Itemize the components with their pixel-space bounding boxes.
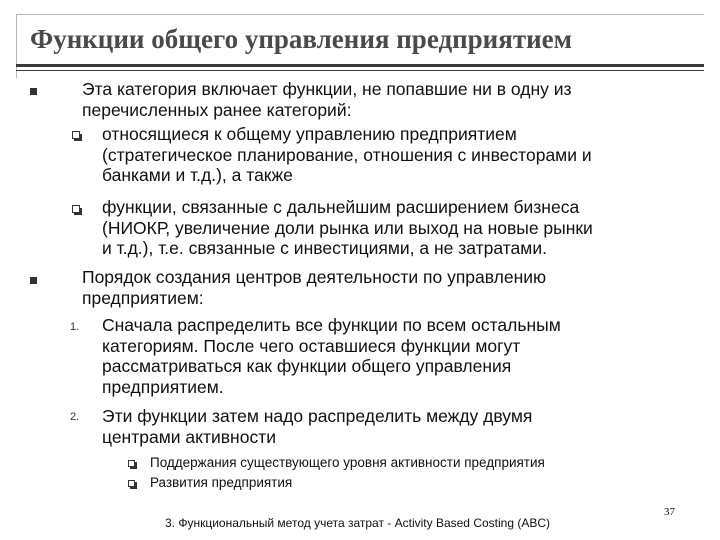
numbered-item-1-line-3: рассматриваться как функции общего управления [102, 356, 512, 376]
bullet-2-line-2: предприятием: [82, 287, 204, 308]
list-number: 1. [70, 321, 80, 333]
sub-sub-bullet-2: Развития предприятия [150, 475, 293, 490]
numbered-item-2-text [102, 406, 702, 447]
sub-bullet-1-text [102, 124, 702, 186]
hollow-square-bullet-icon [72, 131, 80, 139]
bullet-2-line-1: Порядок создания центров деятельности по управлению [82, 267, 547, 287]
sub-bullet-1-line-3: банками и т.д.), а также [102, 165, 293, 185]
sub-bullet-1-line-2: (стратегическое планирование, отношения с инвесторами и [102, 144, 592, 165]
sub-sub-bullet-1: Поддержания существующего уровня активности предприятия [150, 455, 545, 470]
bullet-square-icon [30, 277, 37, 284]
hollow-square-bullet-icon [72, 205, 80, 213]
bullet-2-text [82, 267, 702, 308]
bullet-1-text [82, 79, 702, 120]
sub-bullet-1-line-1: относящиеся к общему управлению предприятием [102, 124, 517, 144]
list-number: 2. [70, 411, 80, 423]
numbered-item-1-text [102, 315, 702, 397]
numbered-item-1-line-2: категориям. После чего оставшиеся функции могут [102, 335, 521, 356]
sub-bullet-2-text [102, 197, 702, 259]
hollow-square-bullet-icon [128, 460, 135, 467]
sub-bullet-2-line-1: функции, связанные с дальнейшим расширением бизнеса [102, 197, 580, 217]
frame-left-line [16, 14, 17, 78]
slide-footer: 3. Функциональный метод учета затрат - Activity Based Costing (ABC) [165, 516, 551, 530]
numbered-item-2-line-2: центрами активности [102, 426, 276, 447]
title-rule-thick [16, 64, 704, 67]
title-rule-thin [16, 70, 704, 71]
page-number: 37 [664, 506, 675, 518]
numbered-item-2-line-1: Эти функции затем надо распределить между двумя [102, 406, 533, 426]
numbered-item-1-line-4: предприятием. [102, 376, 224, 397]
bullet-1-line-1: Эта категория включает функции, не попавшие ни в одну из [82, 79, 572, 99]
slide-title: Функции общего управления предприятием [30, 24, 573, 54]
sub-bullet-2-line-2: (НИОКР, увеличение доли рынка или выход на новые рынки [102, 217, 593, 238]
frame-top-line [16, 14, 704, 15]
sub-bullet-2-line-3: и т.д.), т.е. связанные с инвестициями, а не затратами. [102, 238, 547, 258]
hollow-square-bullet-icon [128, 480, 135, 487]
bullet-square-icon [30, 88, 37, 95]
bullet-1-line-2: перечисленных ранее категорий: [82, 99, 352, 120]
numbered-item-1-line-1: Сначала распределить все функции по всем остальным [102, 315, 561, 335]
